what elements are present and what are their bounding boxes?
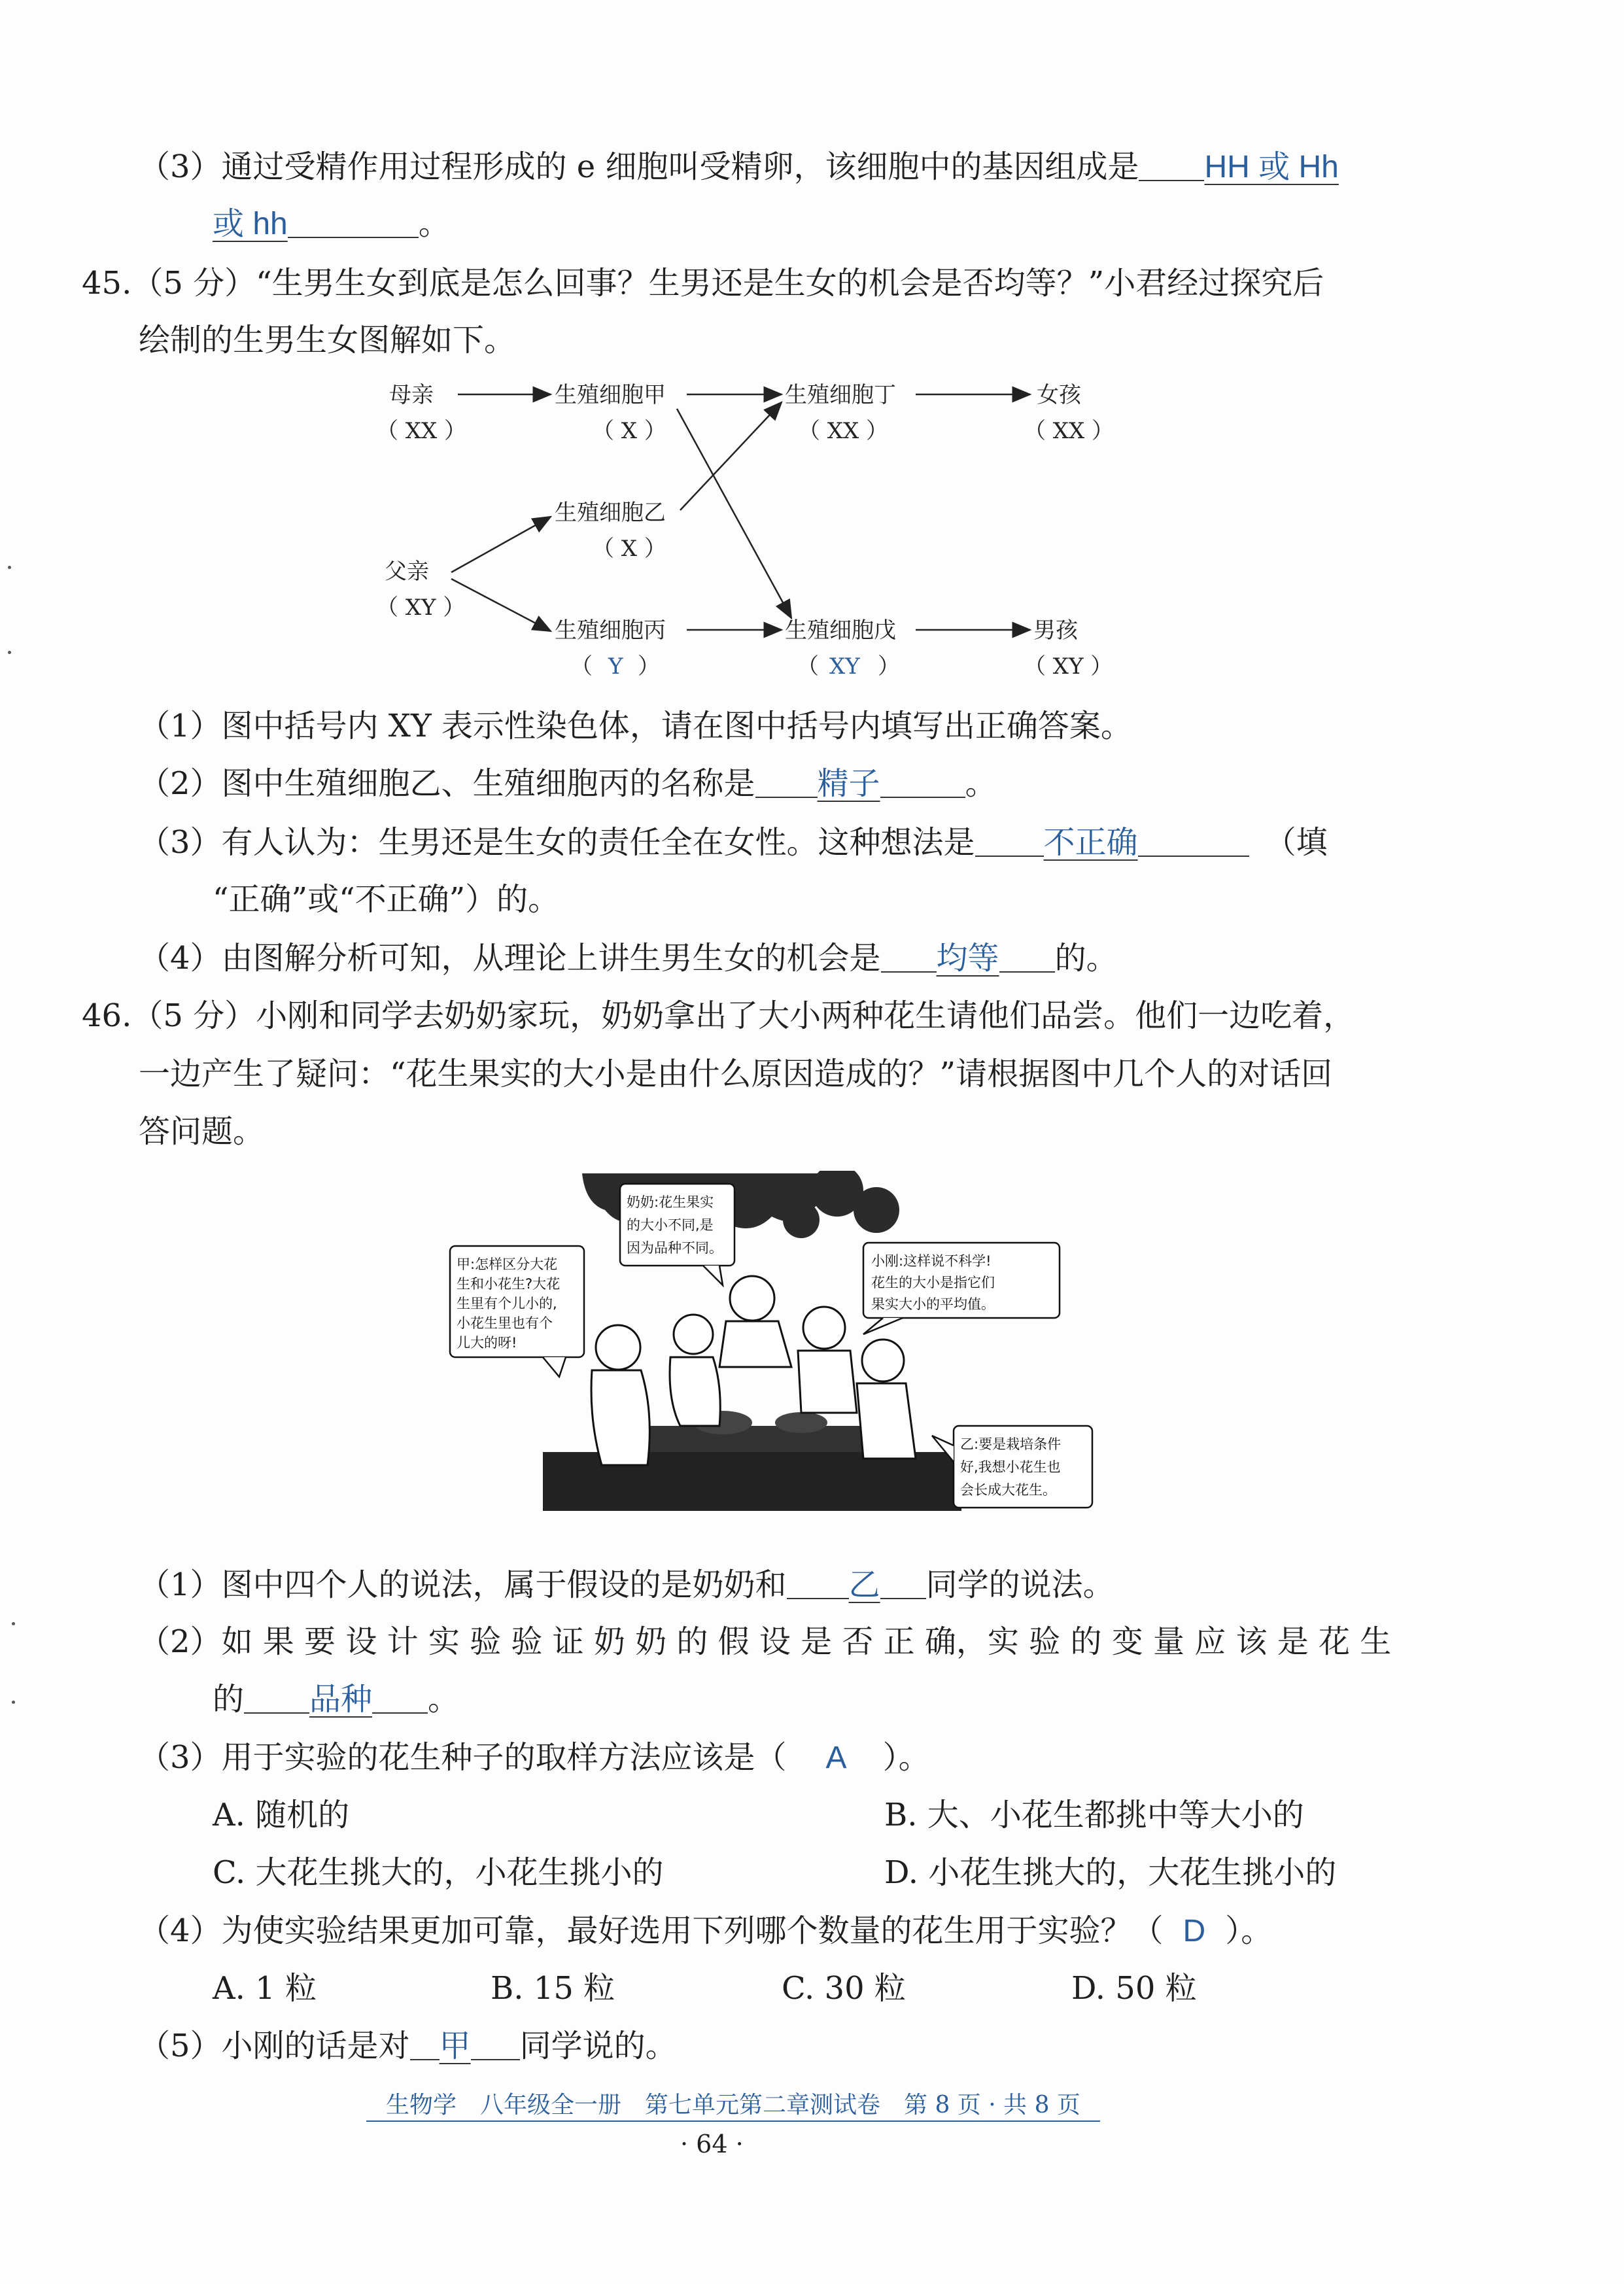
q46-part4-option-b[interactable]: B. 15 粒 [491,1970,615,2007]
label-cell-jia: 生殖细胞甲 [555,382,666,408]
label-cell-bing-close: ） [638,653,660,680]
q46-part5: （5）小刚的话是对 甲 同学说的。 [139,2028,677,2064]
bubble-jia-line2: 生和小花生?大花 [457,1276,561,1292]
bubble-jia-line4: 小花生里也有个 [457,1315,553,1331]
q45-stem-line2: 绘制的生男生女图解如下。 [139,322,516,358]
bubble-yi-line3: 会长成大花生。 [960,1482,1056,1498]
q45-part1: （1）图中括号内 XY 表示性染色体，请在图中括号内填写出正确答案。 [139,708,1132,744]
label-cell-wu-open: （ [797,653,819,680]
q46-part3-answer[interactable]: A [825,1740,847,1775]
arrow-father-bing [451,579,551,631]
label-cell-bing-open: （ [570,653,593,680]
q46-part2: （2）如 果 要 设 计 实 验 验 证 奶 奶 的 假 设 是 否 正 确，实 验 的 变 量 应 该 是 花 生 [139,1623,1392,1660]
bubble-xiaogang-line2: 花生的大小是指它们 [871,1275,995,1290]
person-girl [670,1315,720,1426]
scan-speck [8,651,11,654]
person-xiaogang [798,1307,857,1413]
q46-part1-answer[interactable]: 乙 [848,1568,880,1602]
q45-part3-answer[interactable]: 不正确 [1043,825,1138,860]
q44-part3-answer-b[interactable]: 或 hh [213,207,288,241]
q44-part3-line2: 或 hh 。 [213,205,450,242]
q44-part3-answer-a[interactable]: HH 或 Hh [1204,150,1339,184]
q45-part2-answer[interactable]: 精子 [817,767,880,801]
bubble-jia-line1: 甲:怎样区分大花 [457,1256,558,1272]
q46-part2-line2: 的 品种 。 [213,1681,460,1718]
arrow-jia-wu [677,409,791,618]
person-yi [857,1340,916,1459]
label-cell-ding: 生殖细胞丁 [785,382,896,408]
bubble-grandma-line2: 的大小不同,是 [627,1217,714,1233]
arrow-yi-ding [680,402,782,510]
label-father-chr: （ XY ） [376,595,466,621]
q46-part4-option-c[interactable]: C. 30 粒 [782,1970,906,2007]
q45-part4-answer[interactable]: 均等 [936,941,999,976]
q44-part3: （3）通过受精作用过程形成的 e 细胞叫受精卵，该细胞中的基因组成是 HH 或 Hh [139,148,1339,185]
q46-part3-option-d[interactable]: D. 小花生挑大的，大花生挑小的 [884,1854,1337,1891]
scan-speck [12,1701,15,1704]
label-mother: 母亲 [389,382,434,408]
label-boy-chr: （ XY ） [1024,653,1113,680]
label-cell-yi: 生殖细胞乙 [555,500,666,526]
q46-part1: （1）图中四个人的说法，属于假设的是奶奶和 乙 同学的说法。 [139,1566,1114,1603]
q46-part4: （4）为使实验结果更加可靠，最好选用下列哪个数量的花生用于实验？（ D ）。 [139,1912,1273,1949]
q46-part4-option-a[interactable]: A. 1 粒 [213,1970,317,2007]
bubble-grandma-line1: 奶奶:花生果实 [627,1194,714,1210]
q45-part3-line2: “正确”或“不正确”）的。 [213,881,560,918]
label-boy: 男孩 [1033,617,1078,644]
arrow-father-yi [451,517,551,572]
page-number: · 64 · [680,2130,744,2158]
label-mother-chr: （ XX ） [376,418,467,444]
label-girl-chr: （ XX ） [1024,418,1114,444]
label-cell-wu-close: ） [878,653,900,680]
bubble-jia-tail [543,1357,566,1377]
q46-part3-option-b[interactable]: B. 大、小花生都挑中等大小的 [884,1797,1304,1833]
label-girl: 女孩 [1037,382,1081,408]
label-cell-jia-chr: （ X ） [592,418,666,444]
q45-part3: （3）有人认为：生男还是生女的责任全在女性。这种想法是 不正确 （填 [139,824,1328,861]
bubble-xiaogang-line1: 小刚:这样说不科学! [871,1253,992,1269]
label-cell-wu: 生殖细胞戊 [785,617,896,644]
bubble-xiaogang-tail [863,1318,903,1334]
bubble-grandma-tail [703,1266,723,1285]
q45-stem-line1: 45.（5 分）“生男生女到底是怎么回事？生男还是生女的机会是否均等？”小君经过探究后 [82,265,1324,302]
label-cell-yi-chr: （ X ） [592,536,666,562]
scan-speck [12,1622,15,1625]
person-jia [591,1325,649,1465]
q46-stem-line1: 46.（5 分）小刚和同学去奶奶家玩，奶奶拿出了大小两种花生请他们品尝。他们一边吃着， [82,997,1355,1034]
q45-part4: （4）由图解分析可知，从理论上讲生男生女的机会是 均等 的。 [139,940,1118,977]
label-cell-bing: 生殖细胞丙 [555,617,666,644]
q46-part4-answer[interactable]: D [1183,1914,1206,1948]
sex-determination-diagram [0,0,1624,706]
bubble-yi-line1: 乙:要是栽培条件 [960,1436,1062,1452]
answer-cell-bing-chr[interactable]: Y [608,653,623,680]
q46-part3-option-a[interactable]: A. 随机的 [213,1797,350,1833]
q46-part3-option-c[interactable]: C. 大花生挑大的，小花生挑小的 [213,1854,664,1891]
bubble-jia-line3: 生里有个儿小的, [457,1296,557,1311]
q45-part2: （2）图中生殖细胞乙、生殖细胞丙的名称是 精子 。 [139,765,997,802]
person-grandma [719,1276,791,1367]
peanut-illustration [445,1171,1099,1537]
label-cell-ding-chr: （ XX ） [798,418,889,444]
bubble-jia-line5: 儿大的呀! [457,1335,517,1351]
q46-part3: （3）用于实验的花生种子的取样方法应该是（ A ）。 [139,1739,930,1776]
page-footer: 生物学 八年级全一册 第七单元第二章测试卷 第 8 页 · 共 8 页 [366,2090,1100,2122]
scan-speck [8,566,11,569]
bubble-grandma-line3: 因为品种不同。 [627,1240,723,1256]
bubble-yi-line2: 好,我想小花生也 [960,1459,1061,1475]
q46-part2-answer[interactable]: 品种 [309,1682,373,1717]
q46-part4-option-d[interactable]: D. 50 粒 [1071,1970,1197,2007]
q46-stem-line2: 一边产生了疑问：“花生果实的大小是由什么原因造成的？”请根据图中几个人的对话回 [139,1056,1333,1092]
q46-part5-answer[interactable]: 甲 [439,2029,471,2064]
answer-cell-wu-chr[interactable]: XY [829,653,860,680]
bowl-right [775,1412,827,1433]
bubble-xiaogang-line3: 果实大小的平均值。 [871,1296,995,1312]
label-father: 父亲 [385,559,429,585]
q46-stem-line3: 答问题。 [139,1113,265,1150]
